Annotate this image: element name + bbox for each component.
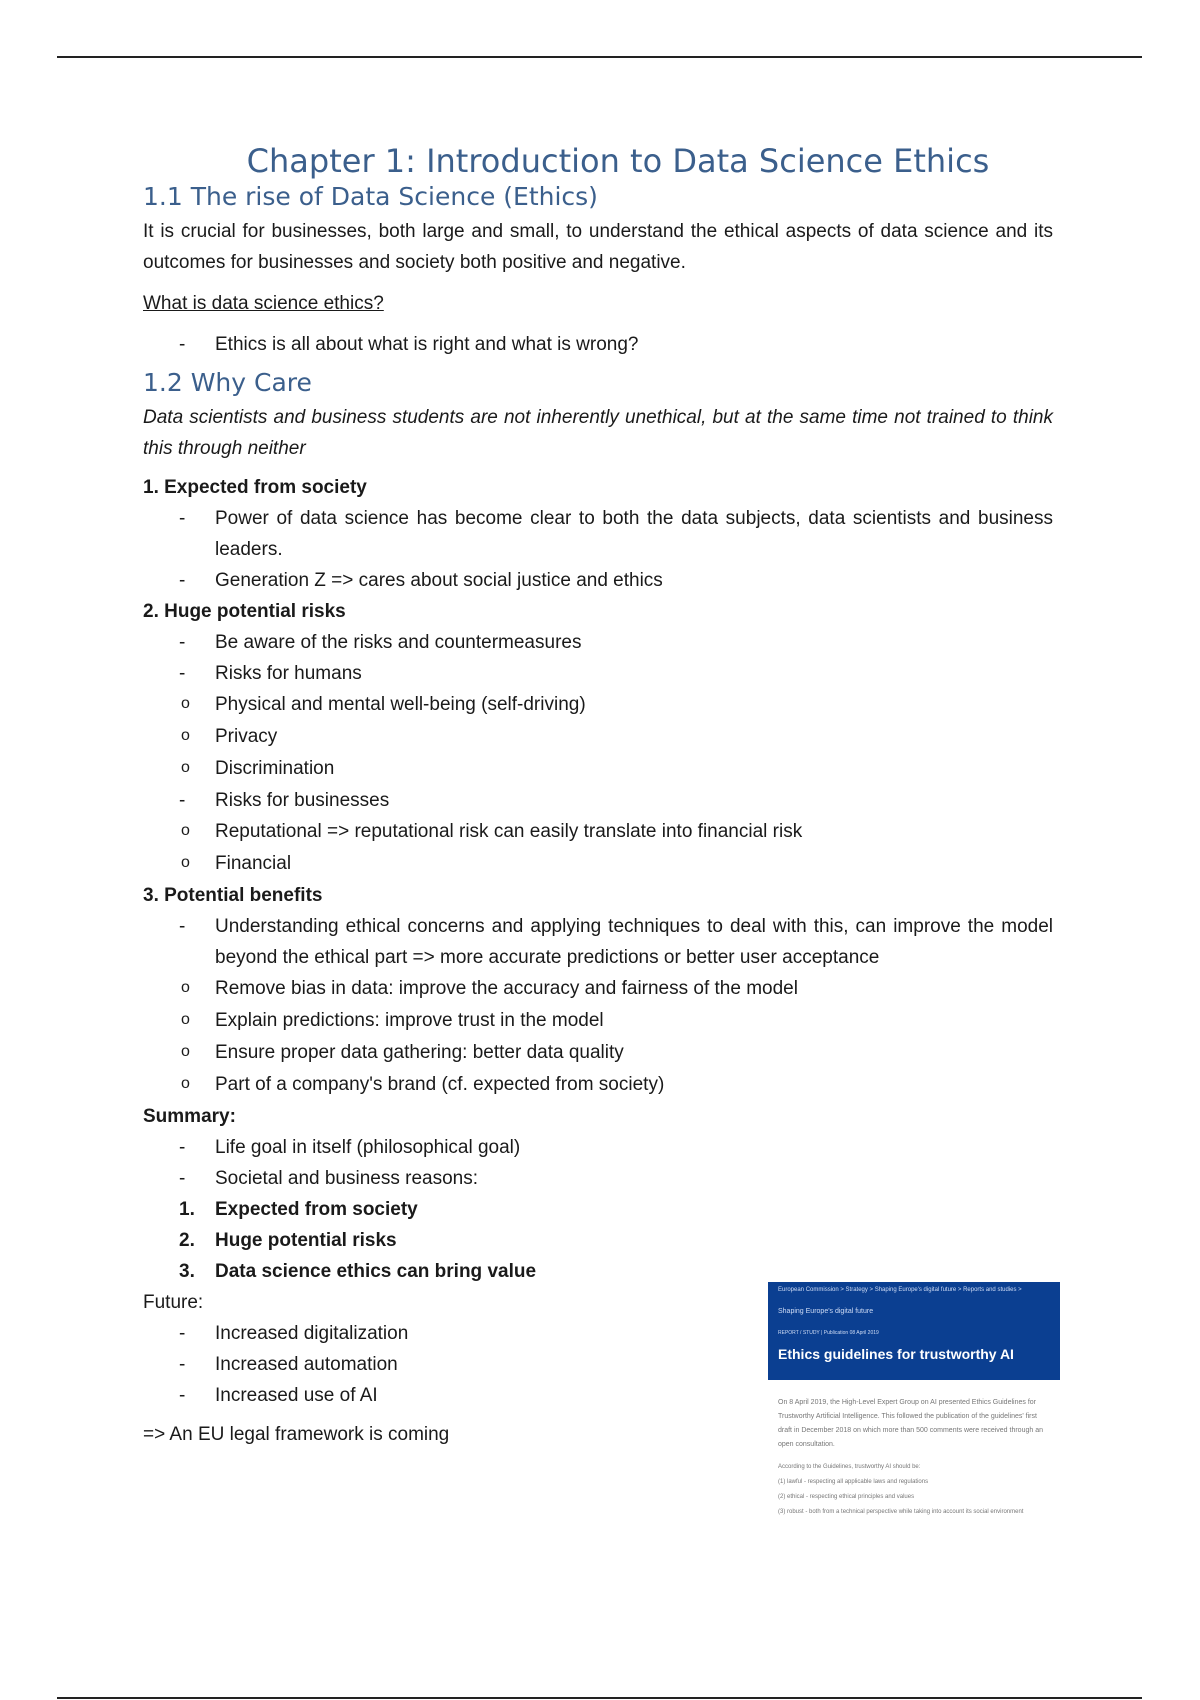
summary-list: [143, 1132, 1053, 1287]
benefits-sublist: [143, 973, 1053, 1101]
thumbnail-banner: [768, 1282, 1060, 1380]
reason-text: Huge potential risks: [215, 1230, 397, 1251]
reason-number: 2.: [179, 1230, 195, 1251]
business-risks-sublist: [143, 816, 1053, 880]
reasons-list: [143, 1194, 1053, 1287]
reason-item: [179, 1194, 1053, 1225]
sublist-item: o Privacy: [215, 721, 1053, 753]
list-item-label: Risks for businesses: [215, 790, 390, 811]
reason-text: Data science ethics can bring value: [215, 1261, 537, 1282]
thumbnail-paragraph: On 8 April 2019, the High-Level Expert Group on AI presented Ethics Guidelines for Trustworthy Artificial Intelligence. This followed the publication of the guidelines' first draft in December 2018 on which more than 500 comments were received through an open consultation.: [778, 1399, 1043, 1448]
reason-number: 1.: [179, 1199, 195, 1220]
list-item: [179, 1163, 1053, 1287]
thumbnail-line: (3) robust - both from a technical perspective while taking into account its social environment: [778, 1509, 1024, 1515]
list-item: - Increased digitalization: [215, 1318, 1053, 1349]
list-item: - Be aware of the risks and countermeasures: [215, 627, 1053, 658]
future-conclusion: => An EU legal framework is coming: [143, 1424, 450, 1445]
expected-label: 1. Expected from society: [143, 477, 367, 498]
list-item-label: Societal and business reasons:: [215, 1168, 478, 1189]
list-item: - Ethics is all about what is right and what is wrong?: [215, 329, 1053, 360]
list-item: - Increased automation: [215, 1349, 1053, 1380]
benefits-label: 3. Potential benefits: [143, 885, 323, 906]
sublist-item: o Explain predictions: improve trust in the model: [215, 1005, 1053, 1037]
eu-guidelines-screenshot: [768, 1282, 1060, 1552]
sublist-item: o Reputational => reputational risk can easily translate into financial risk: [215, 816, 1053, 848]
thumbnail-body: [768, 1380, 1060, 1520]
section-1-1-paragraph: It is crucial for businesses, both large and small, to understand the ethical aspects of data science and its outcomes for businesses and society both positive and negative.: [143, 221, 1053, 273]
thumbnail-meta: REPORT / STUDY | Publication 08 April 2019: [778, 1330, 879, 1336]
thumbnail-line: (2) ethical - respecting ethical principles and values: [778, 1494, 915, 1500]
section-heading-1-2: 1.2 Why Care: [143, 368, 312, 397]
sublist-item: o Financial: [215, 848, 1053, 880]
definition-list: [143, 329, 1053, 360]
list-item: - Life goal in itself (philosophical goal): [215, 1132, 1053, 1163]
list-item-label: Understanding ethical concerns and applying techniques to deal with this, can improve the model beyond the ethical part => more accurate predictions or better user acceptance: [215, 916, 1053, 968]
list-item: [215, 785, 1053, 880]
list-item: - Generation Z => cares about social justice and ethics: [215, 565, 1053, 596]
document-page: [143, 140, 1053, 1450]
list-item-label: Risks for humans: [215, 663, 362, 684]
footer-rule: [57, 1697, 1142, 1699]
list-item: [215, 911, 1053, 1101]
thumbnail-subtitle: Shaping Europe's digital future: [778, 1308, 874, 1315]
thumbnail-title: Ethics guidelines for trustworthy AI: [778, 1346, 1014, 1362]
summary-label: Summary:: [143, 1106, 236, 1127]
reason-number: 3.: [179, 1261, 195, 1282]
page-title: Chapter 1: Introduction to Data Science Ethics: [246, 142, 990, 180]
list-item: - Increased use of AI: [215, 1380, 1053, 1411]
header-rule: [57, 56, 1142, 58]
sublist-item: o Part of a company's brand (cf. expected from society): [215, 1069, 1053, 1101]
sublist-item: o Remove bias in data: improve the accuracy and fairness of the model: [215, 973, 1053, 1005]
section-heading-1-1: 1.1 The rise of Data Science (Ethics): [143, 182, 598, 211]
sublist-item: o Discrimination: [215, 753, 1053, 785]
reason-text: Expected from society: [215, 1199, 418, 1220]
sublist-item: o Ensure proper data gathering: better data quality: [215, 1037, 1053, 1069]
sublist-item: o Physical and mental well-being (self-driving): [215, 689, 1053, 721]
human-risks-sublist: [143, 689, 1053, 785]
risks-list: [143, 627, 1053, 880]
reason-item: [179, 1225, 1053, 1256]
list-item: [215, 658, 1053, 785]
definition-question: What is data science ethics?: [143, 293, 384, 314]
list-item: - Power of data science has become clear to both the data subjects, data scientists and business leaders.: [215, 503, 1053, 565]
expected-list: [143, 503, 1053, 596]
benefits-list: [143, 911, 1053, 1101]
thumbnail-breadcrumb: European Commission > Strategy > Shaping Europe's digital future > Reports and studies >: [778, 1287, 1022, 1293]
risks-label: 2. Huge potential risks: [143, 601, 346, 622]
thumbnail-line: According to the Guidelines, trustworthy AI should be:: [778, 1464, 921, 1470]
why-care-intro: Data scientists and business students are not inherently unethical, but at the same time not trained to think this through neither: [143, 407, 1053, 459]
future-label: Future:: [143, 1292, 204, 1313]
thumbnail-line: (1) lawful - respecting all applicable laws and regulations: [778, 1479, 929, 1485]
